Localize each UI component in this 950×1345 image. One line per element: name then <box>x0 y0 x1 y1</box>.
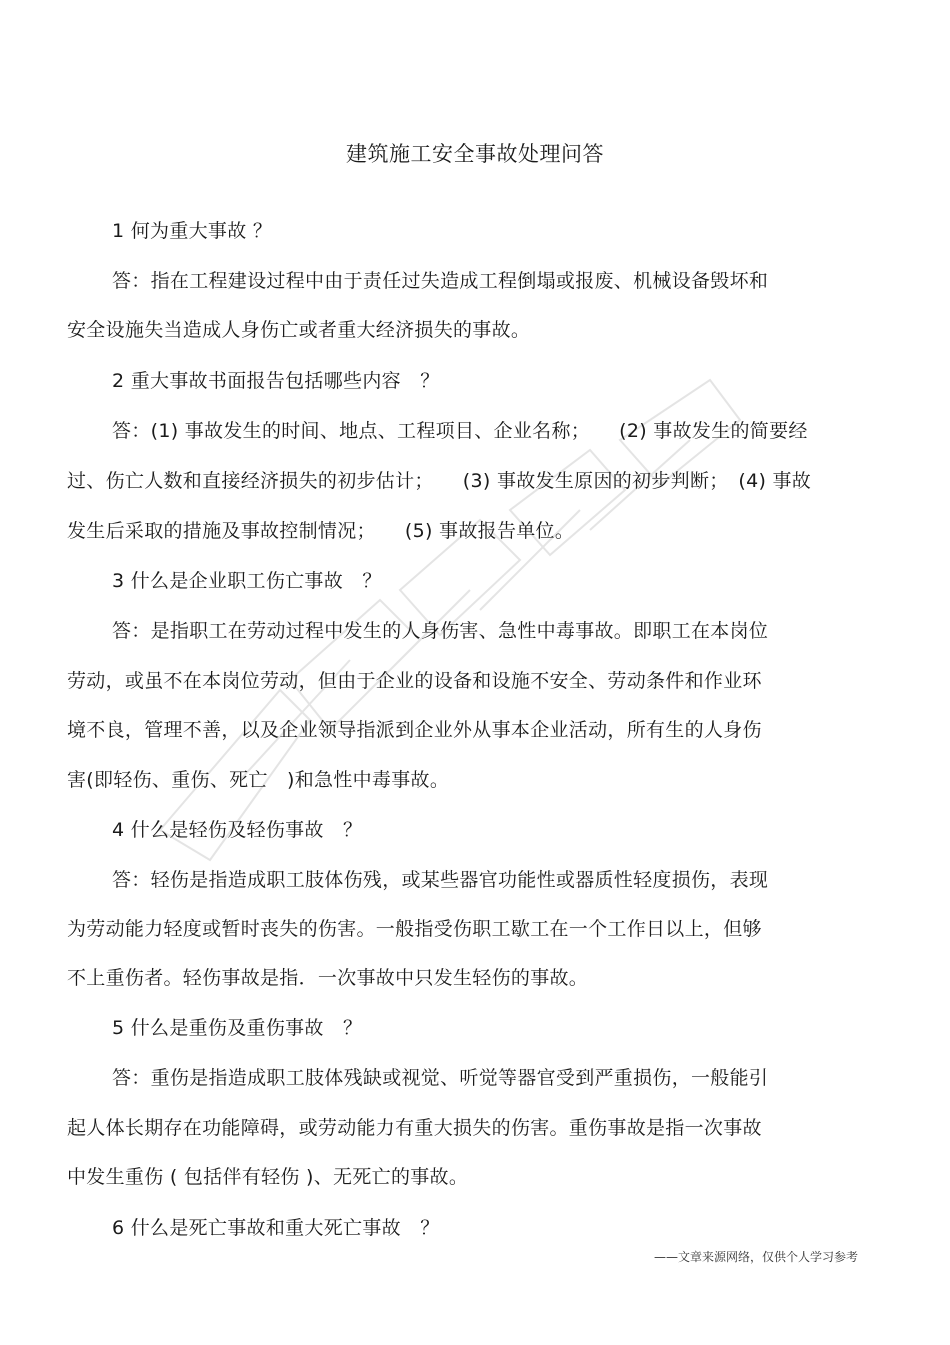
answer-5-line-2: 起人体长期存在功能障碍，或劳动能力有重大损失的伤害。重伤事故是指一次事故 <box>67 1117 762 1139</box>
question-2: 2 重大事故书面报告包括哪些内容 ？ <box>112 370 440 392</box>
answer-4-line-3: 不上重伤者。轻伤事故是指．一次事故中只发生轻伤的事故。 <box>67 967 589 989</box>
answer-1-line-2: 安全设施失当造成人身伤亡或者重大经济损失的事故。 <box>67 319 531 341</box>
answer-3-line-2: 劳动，或虽不在本岗位劳动，但由于企业的设备和设施不安全、劳动条件和作业环 <box>67 670 762 692</box>
answer-3-line-1: 答：是指职工在劳动过程中发生的人身伤害、急性中毒事故。即职工在本岗位 <box>112 620 769 642</box>
question-3: 3 什么是企业职工伤亡事故 ？ <box>112 570 382 592</box>
document-title: 建筑施工安全事故处理问答 <box>346 142 604 166</box>
answer-5-line-1: 答：重伤是指造成职工肢体残缺或视觉、听觉等器官受到严重损伤，一般能引 <box>112 1067 769 1089</box>
answer-3-line-4: 害(即轻伤、重伤、死亡 )和急性中毒事故。 <box>67 769 450 791</box>
answer-5-line-3: 中发生重伤 ( 包括伴有轻伤 )、无死亡的事故。 <box>67 1166 469 1188</box>
answer-2-line-1: 答：(1) 事故发生的时间、地点、工程项目、企业名称； (2) 事故发生的简要经 <box>112 420 808 442</box>
answer-3-line-3: 境不良，管理不善，以及企业领导指派到企业外从事本企业活动，所有生的人身伤 <box>67 719 762 741</box>
footer-note: ——文章来源网络，仅供个人学习参考 <box>653 1250 858 1264</box>
answer-2-line-3: 发生后采取的措施及事故控制情况； (5) 事故报告单位。 <box>67 520 575 542</box>
question-1: 1 何为重大事故 ？ <box>112 220 273 242</box>
answer-2-line-2: 过、伤亡人数和直接经济损失的初步估计； (3) 事故发生原因的初步判断； (4) 事故 <box>67 470 812 492</box>
question-5: 5 什么是重伤及重伤事故 ？ <box>112 1017 363 1039</box>
answer-4-line-1: 答：轻伤是指造成职工肢体伤残，或某些器官功能性或器质性轻度损伤，表现 <box>112 869 769 891</box>
answer-1-line-1: 答：指在工程建设过程中由于责任过失造成工程倒塌或报废、机械设备毁坏和 <box>112 270 769 292</box>
question-6: 6 什么是死亡事故和重大死亡事故 ？ <box>112 1217 440 1239</box>
answer-4-line-2: 为劳动能力轻度或暂时丧失的伤害。一般指受伤职工歇工在一个工作日以上，但够 <box>67 918 762 940</box>
question-4: 4 什么是轻伤及轻伤事故 ？ <box>112 819 363 841</box>
